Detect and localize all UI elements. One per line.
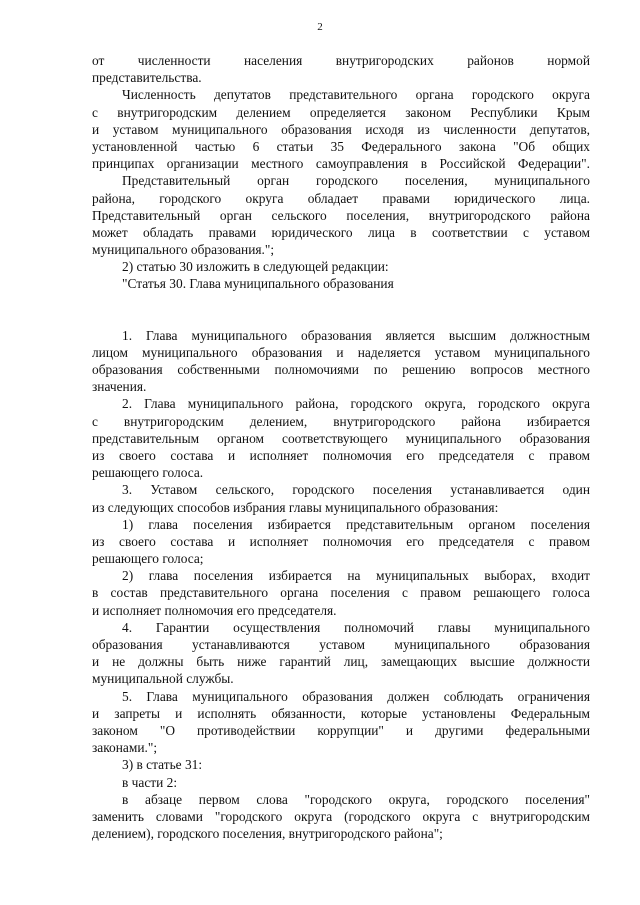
- text-line: решающего голоса;: [92, 551, 204, 567]
- text-line: может обладать правами юридического лица в соответствии с уставом: [92, 224, 590, 240]
- text-line: от численности населения внутригородских районов нормой: [92, 53, 590, 68]
- text-line: заменить словами "городского округа (городского округа с внутригородским: [92, 808, 590, 824]
- text-line: в абзаце первом слова "городского округа, городского поселения": [122, 791, 590, 807]
- section-spacer: [92, 293, 590, 327]
- text-line: 1) глава поселения избирается представительным органом поселения: [122, 516, 590, 532]
- text-line: муниципальной службы.: [92, 671, 234, 687]
- text-line: 3. Уставом сельского, городского поселения устанавливается один: [122, 482, 590, 498]
- text-line: муниципального образования.";: [92, 242, 275, 258]
- text-line: делением), городского поселения, внутригородского района";: [92, 826, 443, 842]
- text-line: "Статья 30. Глава муниципального образования: [122, 276, 394, 292]
- text-line: представительства.: [92, 70, 202, 86]
- text-line: представительным органом соответствующего муниципального образования: [92, 430, 590, 446]
- text-line: из следующих способов избрания главы муниципального образования:: [92, 499, 499, 515]
- text-line: и исполняет полномочия его председателя.: [92, 602, 337, 618]
- text-line: значения.: [92, 379, 147, 395]
- text-line: установленной частью 6 статьи 35 Федерального закона "Об общих: [92, 138, 590, 154]
- text-line: 2. Глава муниципального района, городского округа, городского округа: [122, 396, 590, 412]
- text-line: и не должны быть ниже гарантий лиц, замещающих высшие должности: [92, 654, 590, 670]
- text-line: 2) глава поселения избирается на муниципальных выборах, входит: [122, 568, 590, 584]
- text-line: 5. Глава муниципального образования должен соблюдать ограничения: [122, 688, 590, 704]
- text-line: Представительный орган городского поселения, муниципального: [122, 173, 590, 189]
- text-line: из своего состава и исполняет полномочия его председателя с правом: [92, 447, 590, 463]
- text-line: района, городского округа обладает правами юридического лица.: [92, 190, 590, 206]
- text-line: 3) в статье 31:: [122, 757, 203, 773]
- text-line: 4. Гарантии осуществления полномочий главы муниципального: [122, 619, 590, 635]
- text-line: с внутригородским делением определяется законом Республики Крым: [92, 104, 590, 120]
- text-line: лицом муниципального образования и наделяется уставом муниципального: [92, 344, 590, 360]
- text-line: 2) статью 30 изложить в следующей редакции:: [122, 259, 389, 275]
- text-line: в части 2:: [122, 774, 178, 790]
- text-line: с внутригородским делением, внутригородского района избирается: [92, 413, 590, 429]
- text-line: 1. Глава муниципального образования является высшим должностным: [122, 327, 590, 343]
- text-line: решающего голоса.: [92, 465, 204, 481]
- text-line: в состав представительного органа поселения с правом решающего голоса: [92, 585, 590, 601]
- text-line: законами.";: [92, 740, 158, 756]
- text-line: принципах организации местного самоуправления в Российской Федерации".: [92, 156, 590, 172]
- text-line: образования собственными полномочиями по решению вопросов местного: [92, 362, 590, 377]
- text-line: образования устанавливаются уставом муниципального образования: [92, 637, 590, 652]
- text-line: Представительный орган сельского поселения, внутригородского района: [92, 207, 590, 223]
- text-line: из своего состава и исполняет полномочия его председателя с правом: [92, 533, 590, 549]
- text-line: и уставом муниципального образования исходя из численности депутатов,: [92, 121, 590, 137]
- page-number: 2: [317, 21, 323, 33]
- text-line: Численность депутатов представительного органа городского округа: [122, 87, 590, 103]
- text-line: законом "О противодействии коррупции" и другими федеральными: [92, 722, 590, 738]
- document-body: [92, 52, 590, 842]
- text-line: и запреты и исполнять обязанности, которые установлены Федеральным: [92, 705, 590, 721]
